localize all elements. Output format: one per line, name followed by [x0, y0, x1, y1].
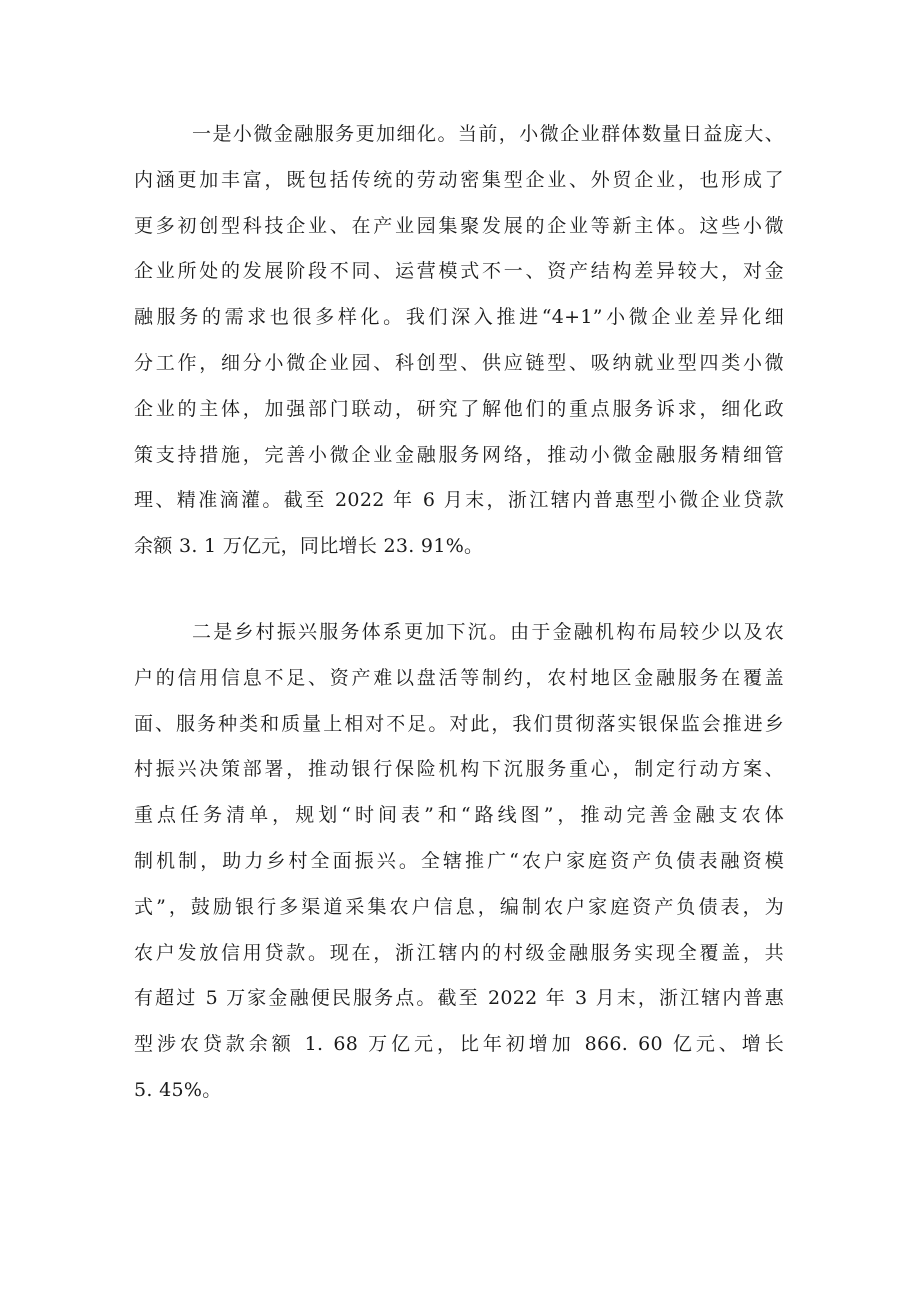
- paragraph-small-micro-finance: [134, 112, 784, 570]
- paragraph-rural-revitalization: [134, 610, 784, 1114]
- text-line: 二是乡村振兴服务体系更加下沉。由于金融机构布局较少以及农: [192, 621, 784, 643]
- text-line: 面、服务种类和质量上相对不足。对此，我们贯彻落实银保监会推进乡: [134, 712, 784, 735]
- text-line: 理、精准滴灌。截至 2022 年 6 月末，浙江辖内普惠型小微企业贷款: [134, 489, 784, 512]
- text-line: 余额 3. 1 万亿元，同比增长 23. 91%。: [134, 535, 484, 558]
- text-line: 制机制，助力乡村全面振兴。全辖推广“农户家庭资产负债表融资模: [134, 849, 784, 872]
- text-line: 式”，鼓励银行多渠道采集农户信息，编制农户家庭资产负债表，为: [134, 895, 784, 918]
- text-line: 农户发放信用贷款。现在，浙江辖内的村级金融服务实现全覆盖，共: [134, 941, 784, 964]
- text-line: 重点任务清单，规划“时间表”和“路线图”，推动完善金融支农体: [134, 804, 784, 827]
- text-line: 有超过 5 万家金融便民服务点。截至 2022 年 3 月末，浙江辖内普惠: [134, 987, 784, 1010]
- text-line: 一是小微金融服务更加细化。当前，小微企业群体数量日益庞大、: [192, 123, 784, 145]
- text-line: 策支持措施，完善小微企业金融服务网络，推动小微金融服务精细管: [134, 443, 784, 466]
- text-line: 企业所处的发展阶段不同、运营模式不一、资产结构差异较大，对金: [134, 260, 784, 283]
- text-line: 内涵更加丰富，既包括传统的劳动密集型企业、外贸企业，也形成了: [134, 168, 784, 191]
- text-line: 户的信用信息不足、资产难以盘活等制约，农村地区金融服务在覆盖: [134, 666, 784, 689]
- text-line: 企业的主体，加强部门联动，研究了解他们的重点服务诉求，细化政: [134, 397, 784, 420]
- text-line: 5. 45%。: [134, 1078, 222, 1101]
- text-line: 型涉农贷款余额 1. 68 万亿元，比年初增加 866. 60 亿元、增长: [134, 1033, 784, 1056]
- text-line: 村振兴决策部署，推动银行保险机构下沉服务重心，制定行动方案、: [134, 758, 784, 781]
- text-line: 融服务的需求也很多样化。我们深入推进“4+1”小微企业差异化细: [134, 306, 784, 329]
- text-line: 分工作，细分小微企业园、科创型、供应链型、吸纳就业型四类小微: [134, 351, 784, 374]
- text-line: 更多初创型科技企业、在产业园集聚发展的企业等新主体。这些小微: [134, 214, 784, 237]
